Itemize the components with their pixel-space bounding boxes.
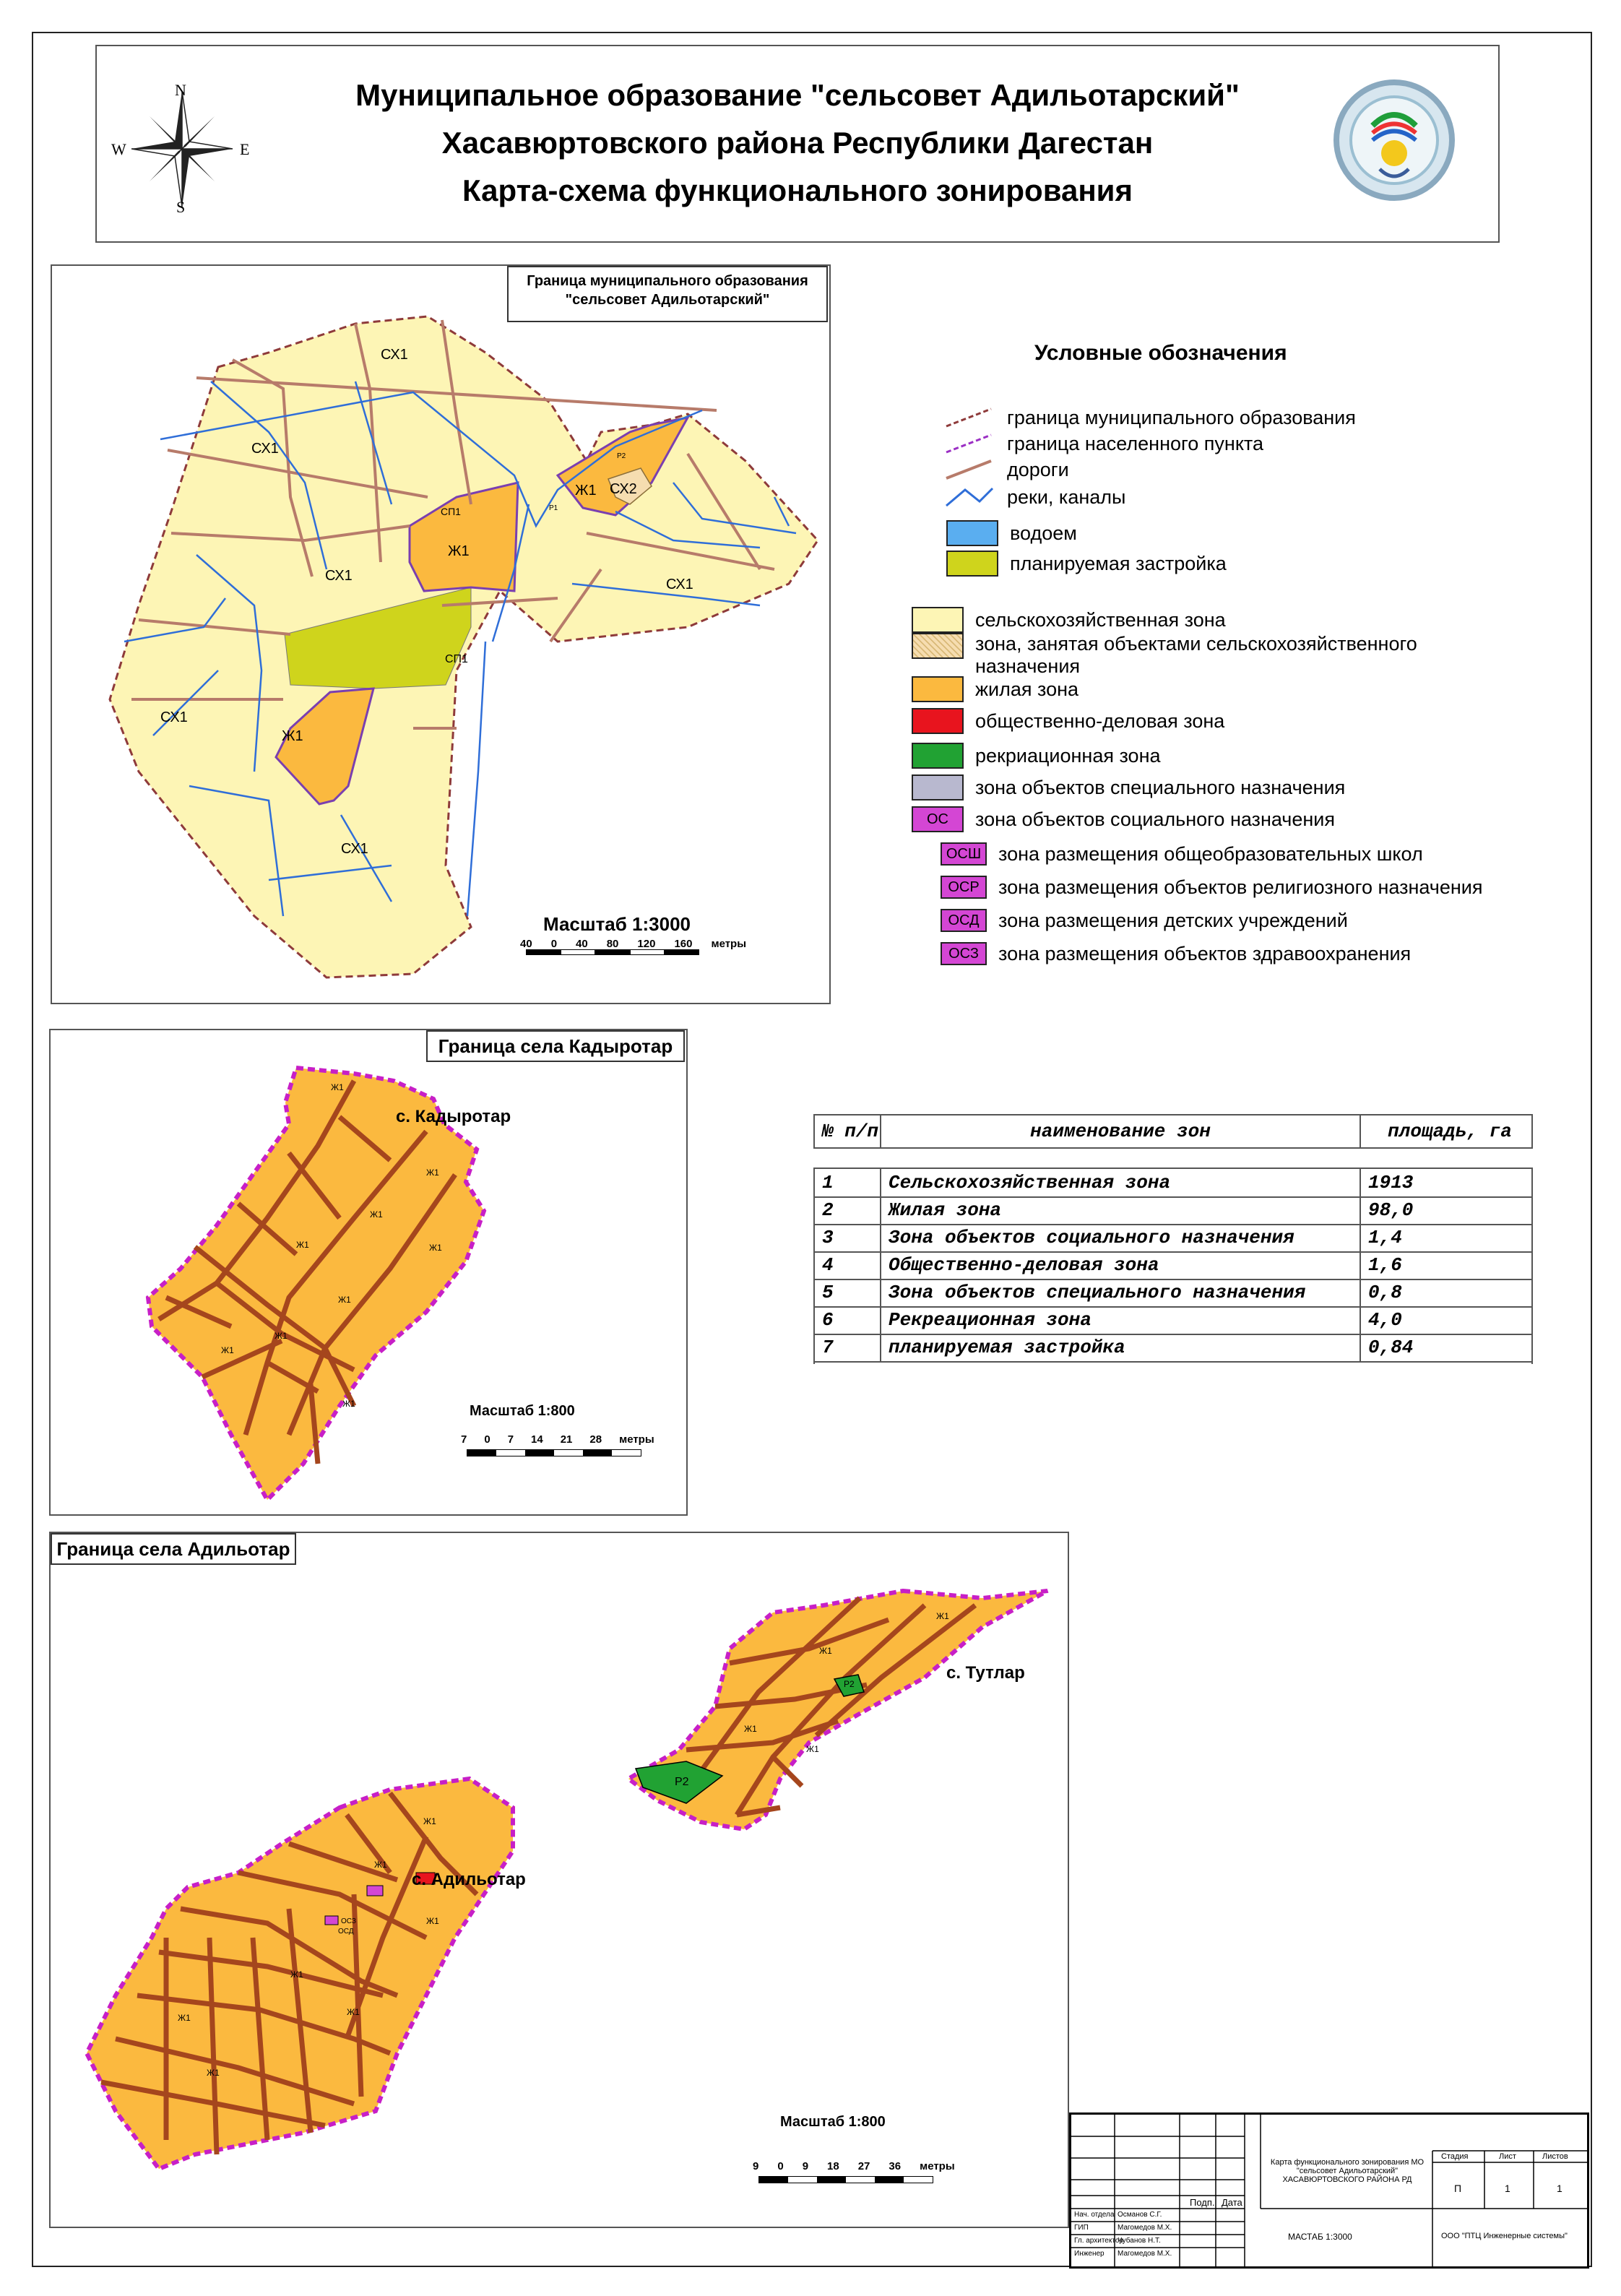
- table-row: [815, 1251, 1531, 1280]
- table-row: [815, 1224, 1531, 1253]
- stamp-role-name: Османов С.Г.: [1118, 2211, 1162, 2219]
- legend-zone-special: [912, 774, 1345, 800]
- table-cell-area: 98,0: [1360, 1196, 1531, 1224]
- kadyrotar-zone-label: Ж1: [426, 1168, 439, 1178]
- main-map-canvas: [52, 266, 829, 1003]
- main-scale-tick: 160: [674, 938, 693, 950]
- legend-boundary-mo: [943, 405, 1356, 431]
- stamp-role: ГИП: [1074, 2224, 1089, 2232]
- table-cell-name: планируемая застройка: [880, 1334, 1360, 1361]
- legend-label: зона размещения детских учреждений: [998, 909, 1348, 931]
- stamp-sheet-value: 1: [1505, 2183, 1510, 2194]
- legend-label: зона размещения объектов здравоохранения: [998, 942, 1412, 964]
- stamp-sheets-value: 1: [1557, 2183, 1562, 2194]
- header-frame: [95, 45, 1500, 243]
- compass-s: S: [176, 198, 186, 216]
- recreation-swatch: [912, 743, 964, 769]
- legend-label: граница населенного пункта: [1007, 432, 1264, 454]
- legend-road: [943, 457, 1069, 483]
- table-cell-num: 4: [822, 1254, 834, 1276]
- kadyrotar-zone-label: Ж1: [296, 1240, 309, 1250]
- stamp-role: Инженер: [1074, 2250, 1105, 2258]
- river-symbol-icon: [943, 484, 995, 510]
- adilotar-scale-bar: [758, 2176, 933, 2183]
- legend-label: дороги: [1007, 458, 1069, 480]
- main-scale-tick: 40: [520, 938, 532, 950]
- table-cell-name: Зона объектов социального назначения: [880, 1224, 1360, 1251]
- stamp-role-name: Магомедов М.Х.: [1118, 2224, 1172, 2232]
- zone-label-p2: Р2: [617, 452, 626, 460]
- adilotar-scale-tick: 18: [827, 2160, 839, 2172]
- kadyrotar-zone-label: Ж1: [331, 1082, 344, 1092]
- table-row: [815, 1196, 1531, 1225]
- stamp-description: Карта функционального зонирования МО "сельсовет Адильотарский" ХАСАВЮРТОВСКОГО РАЙОНА РД: [1270, 2158, 1425, 2184]
- table-cell-name: Рекреационная зона: [880, 1306, 1360, 1334]
- main-map-frame: [51, 264, 831, 1004]
- table-header-num: № п/п: [822, 1121, 879, 1142]
- tutlar-village-label: с. Тутлар: [946, 1663, 1025, 1683]
- main-scale-ticks: [520, 938, 746, 950]
- residential-swatch: [912, 676, 964, 702]
- school-swatch: ОСШ: [941, 842, 987, 866]
- special-swatch: [912, 774, 964, 800]
- road-symbol-icon: [943, 457, 995, 483]
- legend-label: сельскохозяйственная зона: [975, 608, 1226, 631]
- kadyrotar-village-label: с. Кадыротар: [396, 1107, 511, 1126]
- compass-w: W: [111, 140, 126, 158]
- adilotar-scale-tick: 0: [777, 2160, 784, 2172]
- boundary-np-symbol-icon: [943, 431, 995, 457]
- main-scale-tick: 80: [606, 938, 619, 950]
- table-cell-num: 6: [822, 1309, 834, 1331]
- agri-swatch: [912, 607, 964, 633]
- legend-label: жилая зона: [975, 678, 1079, 700]
- adilotar-scale-title: Масштаб 1:800: [780, 2114, 886, 2130]
- table-header-area: площадь, га: [1360, 1115, 1531, 1147]
- agricultural-zone-area: [110, 316, 818, 977]
- table-row: [815, 1306, 1531, 1335]
- boundary-mo-symbol-icon: [943, 405, 995, 431]
- table-cell-area: 1913: [1360, 1169, 1531, 1196]
- legend-label: зона размещения объектов религиозного назначения: [998, 876, 1483, 898]
- table-cell-name: Общественно-деловая зона: [880, 1251, 1360, 1279]
- legend-boundary-np: [943, 431, 1263, 457]
- zone-label-zh1-a: Ж1: [448, 543, 470, 559]
- kadyrotar-zone-label: Ж1: [342, 1399, 355, 1409]
- stamp-role: Гл. архитектор: [1074, 2237, 1123, 2245]
- adilotar-map-frame: [49, 1532, 1069, 2228]
- zone-label-cx2: СХ2: [610, 481, 637, 497]
- legend-label: зона объектов социального назначения: [975, 808, 1335, 830]
- adilotar-village-label: с. Адильотар: [412, 1870, 526, 1889]
- stamp-col-sheets: Листов: [1542, 2152, 1568, 2161]
- legend-label: водоем: [1010, 522, 1077, 544]
- legend-subzone-religious: [941, 876, 1483, 899]
- adilotar-scale-ticks: [753, 2160, 955, 2172]
- kadyrotar-scale-ticks: [461, 1433, 654, 1446]
- adilotar-scale-tick: 9: [753, 2160, 759, 2172]
- title-block: [1069, 2112, 1589, 2269]
- legend-zone-agri: [912, 607, 1226, 633]
- main-scale-bar: [526, 949, 699, 957]
- legend-zone-residential: [912, 676, 1078, 702]
- water-swatch: [946, 520, 998, 546]
- legend-subzone-children: [941, 909, 1348, 932]
- emblem-logo-icon: [1329, 75, 1459, 205]
- kadyrotar-caption: Граница села Кадыротар: [426, 1030, 685, 1062]
- stamp-org: ООО "ПТЦ Инженерные системы": [1441, 2232, 1568, 2240]
- planned-swatch: [946, 551, 998, 577]
- children-swatch: ОСД: [941, 909, 987, 932]
- kadyrotar-scale-unit: метры: [619, 1433, 654, 1446]
- legend-label: зона размещения общеобразовательных школ: [998, 842, 1423, 865]
- kadyrotar-scale-tick: 0: [484, 1433, 490, 1446]
- adilotar-zone-label: Ж1: [423, 1816, 436, 1826]
- kadyrotar-zone-label: Ж1: [221, 1345, 234, 1355]
- health-swatch: ОСЗ: [941, 942, 987, 965]
- kadyrotar-zone-label: Ж1: [338, 1295, 351, 1305]
- header-title-1: Муниципальное образование "сельсовет Адильотарский": [355, 78, 1240, 112]
- adilotar-scale-tick: 36: [889, 2160, 902, 2172]
- kadyrotar-scale-bar: [467, 1449, 641, 1456]
- kadyrotar-zone-label: Ж1: [370, 1209, 383, 1220]
- adilotar-scale-unit: метры: [920, 2160, 955, 2172]
- area-table: [813, 1114, 1533, 1374]
- zone-label-zh1-b: Ж1: [282, 728, 303, 744]
- health-zone-label: ОСЗ: [341, 1917, 356, 1925]
- stamp-data: Дата: [1222, 2197, 1242, 2208]
- kadyrotar-scale-tick: 7: [507, 1433, 514, 1446]
- legend-zone-business: [912, 708, 1224, 734]
- adilotar-map-canvas: [51, 1533, 1068, 2227]
- table-cell-num: 3: [822, 1227, 834, 1248]
- kadyrotar-map-frame: [49, 1029, 688, 1516]
- business-swatch: [912, 708, 964, 734]
- table-cell-num: 1: [822, 1172, 834, 1194]
- stamp-role-name: Магомедов М.Х.: [1118, 2250, 1172, 2258]
- main-scale-tick: 0: [550, 938, 558, 950]
- main-map-caption-line2: "сельсовет Адильотарский": [565, 292, 770, 308]
- table-cell-num: 5: [822, 1282, 834, 1303]
- kadyrotar-scale-tick: 21: [560, 1433, 573, 1446]
- main-map-caption: [507, 266, 828, 322]
- zone-label-p1: Р1: [549, 504, 558, 512]
- adilotar-zone-label: Ж1: [744, 1724, 757, 1734]
- zone-label-cx1-b: СХ1: [251, 441, 279, 457]
- adilotar-zone-label: Ж1: [936, 1611, 949, 1621]
- legend-label: реки, каналы: [1007, 485, 1126, 508]
- legend-label: рекриационная зона: [975, 744, 1161, 767]
- stamp-podp: Подп.: [1190, 2197, 1215, 2208]
- zone-label-zh1-c: Ж1: [575, 483, 597, 499]
- zone-label-cx1-e: СХ1: [160, 709, 188, 725]
- main-scale-tick: 120: [637, 938, 656, 950]
- religious-swatch: ОСР: [941, 876, 987, 899]
- stamp-role: Нач. отдела: [1074, 2211, 1115, 2219]
- stamp-col-stage: Стадия: [1441, 2152, 1469, 2161]
- stamp-scale: МАСТАБ 1:3000: [1288, 2232, 1352, 2242]
- zone-label-cp1-a: СП1: [441, 506, 461, 517]
- adilotar-scale-tick: 9: [802, 2160, 809, 2172]
- zone-label-cx1-d: СХ1: [666, 577, 693, 592]
- table-row: [815, 1334, 1531, 1363]
- kadyrotar-scale-title: Масштаб 1:800: [470, 1403, 575, 1419]
- stamp-col-sheet: Лист: [1499, 2152, 1516, 2161]
- legend-label: планируемая застройка: [1010, 552, 1227, 574]
- adilotar-zone-label: Ж1: [374, 1860, 387, 1870]
- legend-label: зона, занятая объектами сельскохозяйственного: [975, 633, 1417, 655]
- recreation-label: Р2: [675, 1776, 689, 1788]
- legend-subzone-health: [941, 942, 1411, 965]
- legend-label: граница муниципального образования: [1007, 406, 1356, 428]
- legend-water: [946, 520, 1077, 546]
- legend-title: Условные обозначения: [1034, 341, 1287, 365]
- adilotar-zone-label: Ж1: [290, 1969, 303, 1980]
- table-cell-area: 4,0: [1360, 1306, 1531, 1334]
- table-row: [815, 1169, 1531, 1198]
- zone-label-cx1-c: СХ1: [325, 568, 353, 584]
- table-header-row: [813, 1114, 1533, 1149]
- main-scale-unit: метры: [711, 938, 747, 950]
- adilotar-caption: Граница села Адильотар: [51, 1533, 296, 1565]
- legend-label-cont: назначения: [975, 655, 1081, 677]
- adilotar-zone-label: Ж1: [426, 1916, 439, 1926]
- header-title-2: Хасавюртовского района Республики Дагестан: [441, 126, 1154, 160]
- legend-planned: [946, 551, 1227, 577]
- adilotar-zone-label: Ж1: [178, 2013, 191, 2023]
- adilotar-zone-label: Ж1: [347, 2007, 360, 2017]
- legend-river: [943, 484, 1125, 510]
- table-cell-name: Жилая зона: [880, 1196, 1360, 1224]
- stamp-role-name: Чубанов Н.Т.: [1118, 2237, 1161, 2245]
- header-title-3: Карта-схема функционального зонирования: [462, 173, 1133, 207]
- legend-zone-recreation: [912, 743, 1161, 769]
- recreation-label: Р2: [844, 1679, 855, 1689]
- adilotar-scale-tick: 27: [857, 2160, 870, 2172]
- social-swatch: ОС: [912, 806, 964, 832]
- table-cell-num: 2: [822, 1199, 834, 1221]
- table-cell-area: 0,8: [1360, 1279, 1531, 1306]
- legend-zone-agri-objects: [912, 633, 1417, 678]
- kadyrotar-scale-tick: 14: [531, 1433, 543, 1446]
- table-cell-num: 7: [822, 1337, 834, 1358]
- table-cell-area: 1,4: [1360, 1224, 1531, 1251]
- zone-label-cx1-a: СХ1: [381, 347, 408, 363]
- table-body: [813, 1168, 1533, 1364]
- legend-label: общественно-деловая зона: [975, 709, 1225, 732]
- table-row: [815, 1279, 1531, 1308]
- main-scale-title: Масштаб 1:3000: [543, 913, 691, 935]
- zone-label-cx1-f: СХ1: [341, 841, 368, 857]
- legend-zone-social: [912, 806, 1335, 832]
- stamp-stage-value: П: [1454, 2183, 1462, 2194]
- kadyrotar-zone-label: Ж1: [275, 1331, 288, 1341]
- main-scale-tick: 40: [576, 938, 588, 950]
- zone-label-cp1-b: СП1: [445, 653, 468, 665]
- kadyrotar-scale-tick: 28: [589, 1433, 602, 1446]
- legend-subzone-school: [941, 842, 1423, 866]
- agri-objects-swatch: [912, 633, 964, 659]
- table-header-name: наименование зон: [880, 1115, 1360, 1147]
- table-cell-area: 0,84: [1360, 1334, 1531, 1361]
- kadyrotar-zone-label: Ж1: [429, 1243, 442, 1253]
- table-cell-name: Зона объектов специального назначения: [880, 1279, 1360, 1306]
- table-cell-name: Сельскохозяйственная зона: [880, 1169, 1360, 1196]
- table-cell-area: 1,6: [1360, 1251, 1531, 1279]
- children-zone-label: ОСД: [338, 1928, 354, 1935]
- adilotar-zone-label: Ж1: [806, 1744, 819, 1754]
- compass-n: N: [175, 81, 186, 99]
- legend-label: зона объектов специального назначения: [975, 776, 1346, 798]
- main-map-caption-line1: Граница муниципального образования: [527, 273, 808, 289]
- adilotar-zone-label: Ж1: [207, 2068, 220, 2078]
- adilotar-zone-label: Ж1: [819, 1646, 832, 1656]
- kadyrotar-scale-tick: 7: [461, 1433, 467, 1446]
- compass-e: E: [240, 140, 250, 158]
